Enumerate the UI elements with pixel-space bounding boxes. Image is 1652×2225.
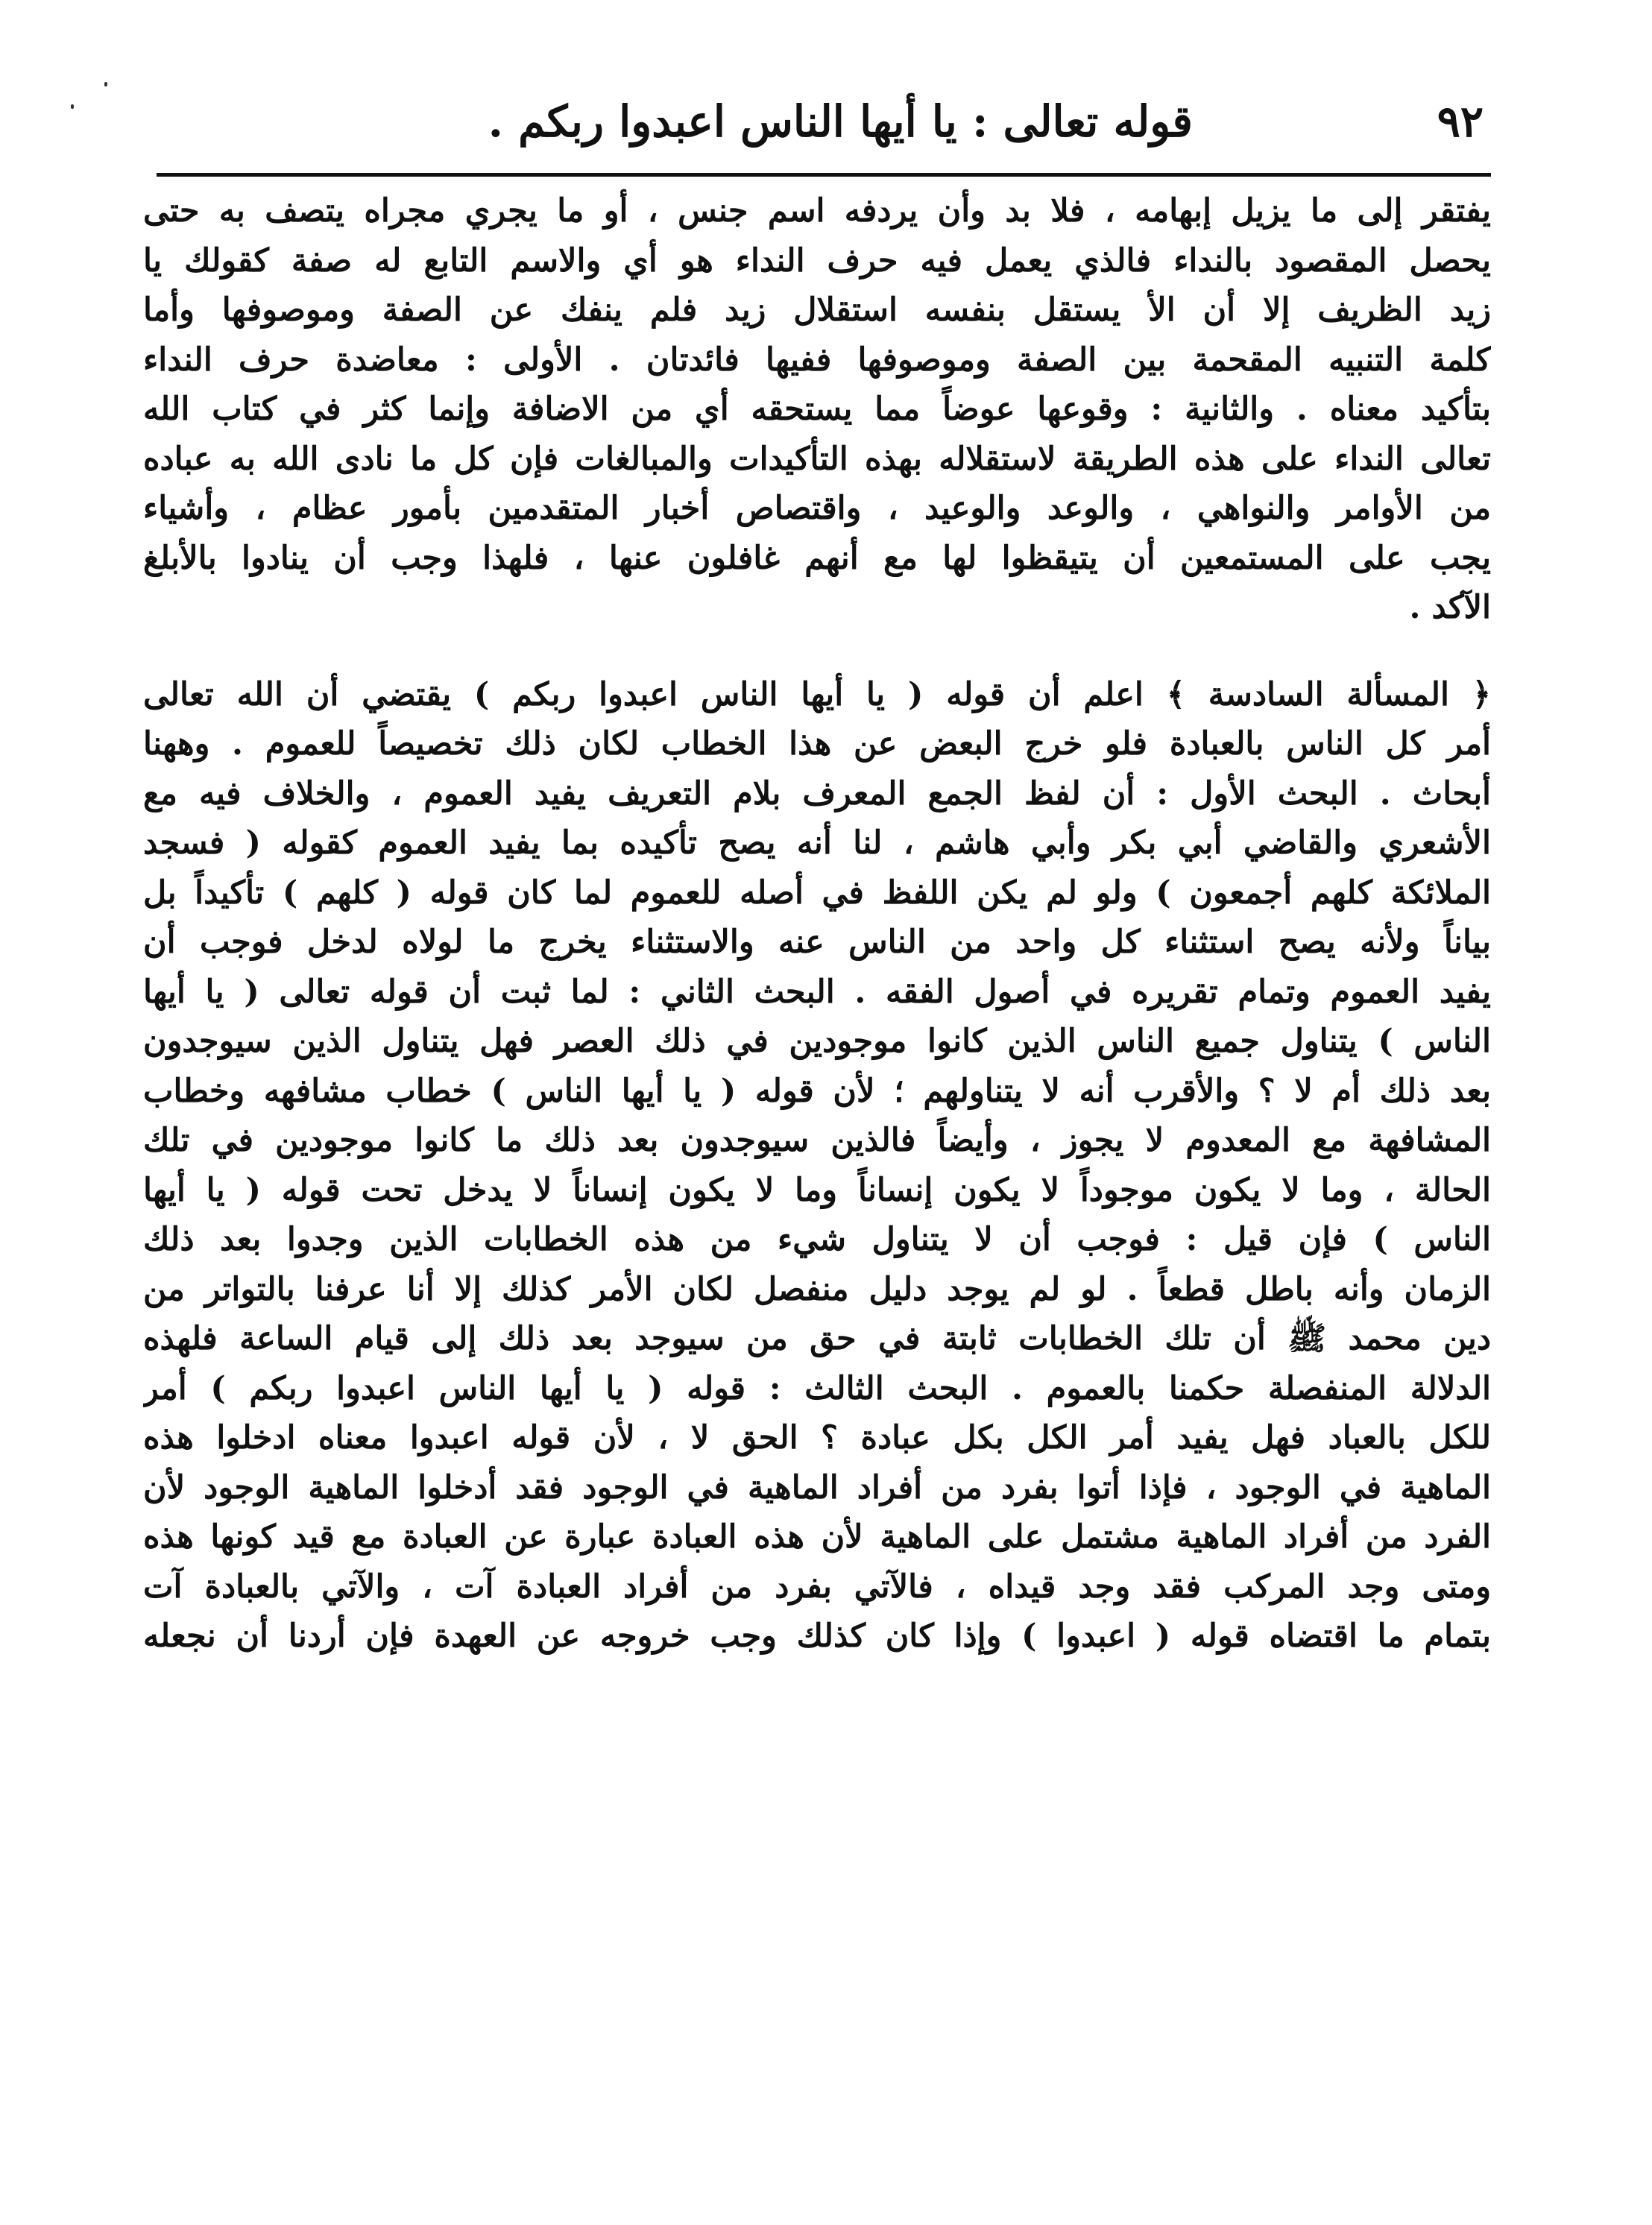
text-line: من الأوامر والنواهي ، والوعد والوعيد ، واقتصاص أخبار المتقدمين بأمور عظام ، وأشياء xyxy=(143,490,1491,527)
text-line: يحصل المقصود بالنداء فالذي يعمل فيه حرف النداء هو أي والاسم التابع له صفة كقولك يا xyxy=(143,242,1491,280)
scan-speck xyxy=(71,104,74,109)
text-line: الناس ) فإن قيل : فوجب أن لا يتناول شيء من هذه الخطابات الذين وجدوا بعد ذلك xyxy=(143,1221,1491,1258)
text-line: تعالى النداء على هذه الطريقة لاستقلاله بهذه التأكيدات والمبالغات فإن كل ما نادى الله به عباده xyxy=(143,440,1491,478)
text-line: بياناً ولأنه يصح استثناء كل واحد من الناس عنه والاستثناء يخرج ما لولاه لدخل فوجب أن xyxy=(143,924,1491,961)
text-line: دين محمد ﷺ أن تلك الخطابات ثابتة في حق من سيوجد بعد ذلك إلى قيام الساعة فلهذه xyxy=(143,1320,1491,1357)
text-line: بتأكيد معناه . والثانية : وقوعها عوضاً مما يستحقه أي من الاضافة وإنما كثر في كتاب الله xyxy=(143,391,1491,428)
text-line: ومتى وجد المركب فقد وجد قيداه ، فالآتي بفرد من أفراد العبادة آت ، والآتي بالعبادة آت xyxy=(143,1568,1491,1606)
text-line: ﴿ المسألة السادسة ﴾ اعلم أن قوله ( يا أيها الناس اعبدوا ربكم ) يقتضي أن الله تعالى xyxy=(143,675,1491,713)
body-text xyxy=(143,186,1491,1661)
text-line: أمر كل الناس بالعبادة فلو خرج البعض عن هذا الخطاب لكان ذلك تخصيصاً للعموم . وههنا xyxy=(143,725,1491,763)
text-line: الزمان وأنه باطل قطعاً . لو لم يوجد دليل منفصل لكان الأمر كذلك إلا أنا عرفنا بالتواتر من xyxy=(143,1270,1491,1308)
text-line: المشافهة مع المعدوم لا يجوز ، وأيضاً فالذين سيوجدون بعد ذلك ما كانوا موجودين في تلك xyxy=(143,1122,1491,1159)
text-line: للكل بالعباد فهل يفيد أمر الكل بكل عبادة ؟ الحق لا ، لأن قوله اعبدوا معناه ادخلوا هذه xyxy=(143,1419,1491,1456)
running-title: قوله تعالى : يا أيها الناس اعبدوا ربكم . xyxy=(488,96,1193,147)
text-line: يفتقر إلى ما يزيل إبهامه ، فلا بد وأن يردفه اسم جنس ، أو ما يجري مجراه يتصف به حتى xyxy=(143,192,1491,230)
text-line: الماهية في الوجود ، فإذا أتوا بفرد من أفراد الماهية في الوجود فقد أدخلوا الماهية الوجود لأن xyxy=(143,1468,1491,1506)
paragraph-gap xyxy=(143,633,1491,670)
text-line: الدلالة المنفصلة حكمنا بالعموم . البحث الثالث : قوله ( يا أيها الناس اعبدوا ربكم ) أمر xyxy=(143,1369,1491,1407)
text-line: بعد ذلك أم لا ؟ والأقرب أنه لا يتناولهم ؛ لأن قوله ( يا أيها الناس ) خطاب مشافهه وخطاب xyxy=(143,1072,1491,1110)
page-header xyxy=(149,88,1484,155)
text-line: الآكد . xyxy=(1409,589,1491,626)
text-line: الملائكة كلهم أجمعون ) ولو لم يكن اللفظ في أصله للعموم لما كان قوله ( كلهم ) تأكيداً بل xyxy=(143,874,1491,912)
text-line: كلمة التنبيه المقحمة بين الصفة وموصوفها ففيها فائدتان . الأولى : معاضدة حرف النداء xyxy=(143,341,1491,379)
text-line: بتمام ما اقتضاه قوله ( اعبدوا ) وإذا كان كذلك وجب خروجه عن العهدة فإن أردنا أن نجعله xyxy=(143,1618,1491,1655)
paragraph-continuation xyxy=(143,186,1491,633)
text-line: يفيد العموم وتمام تقريره في أصول الفقه . البحث الثاني : لما ثبت أن قوله تعالى ( يا أيها xyxy=(143,973,1491,1011)
text-line: الأشعري والقاضي أبي بكر وأبي هاشم ، لنا أنه يصح تأكيده بما يفيد العموم كقوله ( فسجد xyxy=(143,824,1491,862)
text-line: أبحاث . البحث الأول : أن لفظ الجمع المعرف بلام التعريف يفيد العموم ، والخلاف فيه مع xyxy=(143,774,1491,812)
header-rule xyxy=(157,173,1491,177)
text-line: زيد الظريف إلا أن الأ يستقل بنفسه استقلال زيد فلم ينفك عن الصفة وموصوفها وأما xyxy=(143,291,1491,329)
paragraph-sixth-issue xyxy=(143,670,1491,1661)
scan-speck xyxy=(104,82,107,86)
text-line: الناس ) يتناول جميع الناس الذين كانوا موجودين في ذلك العصر فهل يتناول الذين سيوجدون xyxy=(143,1023,1491,1060)
page-number: ٩٢ xyxy=(1437,96,1484,147)
text-line: يجب على المستمعين أن يتيقظوا لها مع أنهم غافلون عنها ، فلهذا وجب أن ينادوا بالأبلغ xyxy=(143,539,1491,577)
text-line: الفرد من أفراد الماهية مشتمل على الماهية لأن هذه العبادة عبارة عن العبادة مع قيد كونها هذه xyxy=(143,1518,1491,1556)
text-line: الحالة ، وما لا يكون موجوداً لا يكون إنساناً وما لا يكون إنساناً لا يدخل تحت قوله ( يا أيها xyxy=(143,1171,1491,1209)
